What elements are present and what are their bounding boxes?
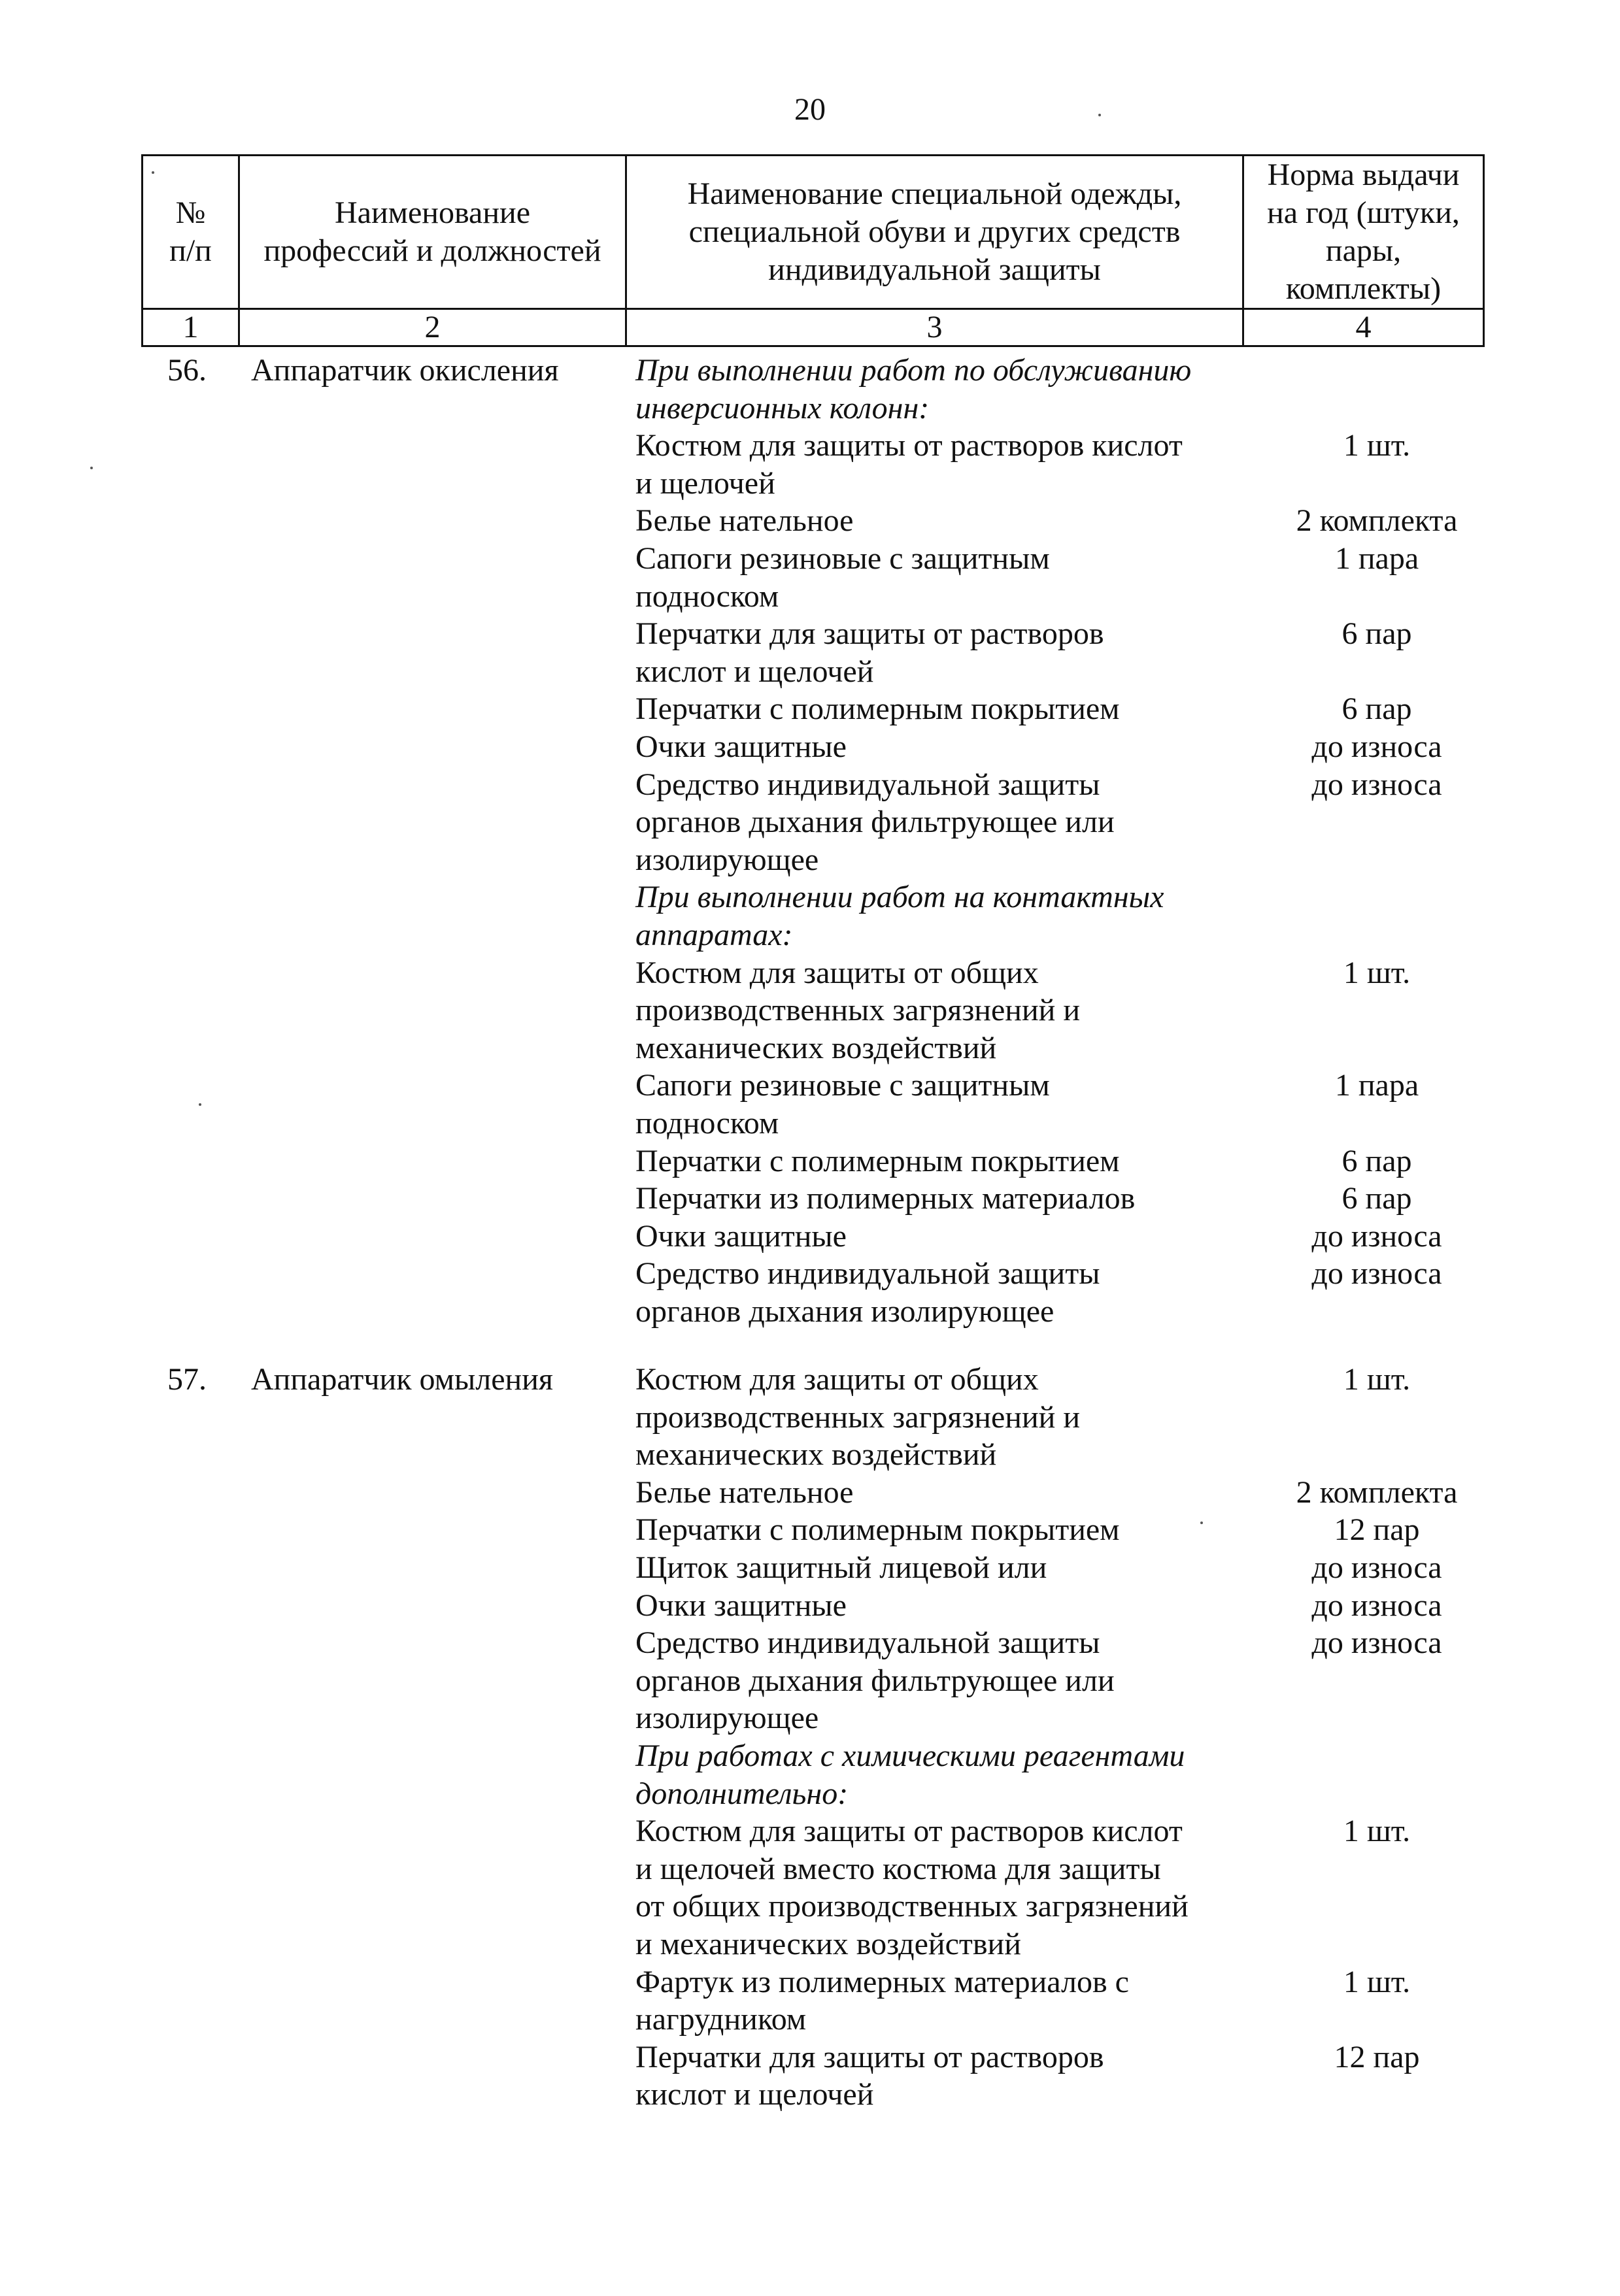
issue-norm: 2 комплекта bbox=[1296, 1474, 1458, 1510]
equipment-line: подноском bbox=[635, 1106, 779, 1140]
equipment-line: от общих производственных загрязнений bbox=[635, 1889, 1189, 1924]
equipment-line: Костюм для защиты от общих bbox=[635, 955, 1039, 990]
header-col-norm bbox=[1243, 156, 1484, 309]
header-col-number bbox=[143, 156, 239, 309]
scan-speck bbox=[152, 171, 154, 174]
header-line: индивидуальной защиты bbox=[768, 252, 1101, 287]
section-note-line: дополнительно: bbox=[635, 1776, 849, 1811]
issue-norm: 1 шт. bbox=[1343, 955, 1411, 990]
header-line: п/п bbox=[169, 233, 212, 268]
issue-norm: 1 пара bbox=[1334, 541, 1419, 576]
header-line: № bbox=[175, 195, 206, 230]
equipment-line: Костюм для защиты от растворов кислот bbox=[635, 1814, 1183, 1849]
issue-norm: до износа bbox=[1311, 1550, 1442, 1585]
header-line: Наименование специальной одежды, bbox=[687, 176, 1182, 211]
column-number-2: 2 bbox=[239, 309, 626, 346]
equipment-line: Очки защитные bbox=[635, 1588, 847, 1623]
entry-number: 56. bbox=[167, 353, 207, 388]
header-line: Наименование bbox=[334, 195, 531, 230]
header-line: Норма выдачи bbox=[1267, 158, 1460, 192]
equipment-line: Перчатки с полимерным покрытием bbox=[635, 1143, 1120, 1178]
equipment-line: подноском bbox=[635, 578, 779, 614]
equipment-line: органов дыхания фильтрующее или bbox=[635, 805, 1115, 840]
equipment-line: и щелочей bbox=[635, 465, 775, 501]
issue-norm: 1 шт. bbox=[1343, 1814, 1411, 1849]
table-header bbox=[141, 154, 1485, 347]
header-line: комплекты) bbox=[1285, 271, 1442, 306]
equipment-line: Перчатки с полимерным покрытием bbox=[635, 691, 1120, 727]
equipment-line: механических воздействий bbox=[635, 1437, 997, 1472]
equipment-line: кислот и щелочей bbox=[635, 654, 874, 689]
equipment-line: Очки защитные bbox=[635, 729, 847, 764]
issue-norm: до износа bbox=[1311, 1218, 1442, 1254]
equipment-line: нагрудником bbox=[635, 2002, 807, 2037]
issue-norm: 12 пар bbox=[1334, 2039, 1420, 2074]
equipment-line: производственных загрязнений и bbox=[635, 993, 1081, 1028]
equipment-line: Средство индивидуальной защиты bbox=[635, 767, 1100, 802]
equipment-line: Костюм для защиты от общих bbox=[635, 1362, 1039, 1397]
scan-speck bbox=[199, 1103, 201, 1106]
header-line: профессий и должностей bbox=[263, 233, 601, 268]
section-note-line: При работах с химическими реагентами bbox=[635, 1739, 1185, 1773]
column-number-4: 4 bbox=[1243, 309, 1484, 346]
header-line: на год (штуки, bbox=[1267, 195, 1460, 230]
equipment-line: Перчатки для защиты от растворов bbox=[635, 2039, 1104, 2074]
header-line: пары, bbox=[1325, 233, 1402, 268]
equipment-line: Костюм для защиты от растворов кислот bbox=[635, 428, 1183, 463]
issue-norm: 2 комплекта bbox=[1296, 503, 1458, 539]
equipment-line: Перчатки с полимерным покрытием bbox=[635, 1512, 1120, 1548]
equipment-line: изолирующее bbox=[635, 1701, 819, 1736]
entry-number: 57. bbox=[167, 1362, 207, 1397]
issue-norm: 1 шт. bbox=[1343, 428, 1411, 463]
equipment-line: Перчатки из полимерных материалов bbox=[635, 1181, 1136, 1216]
equipment-line: Фартук из полимерных материалов с bbox=[635, 1964, 1129, 1999]
issue-norm: до износа bbox=[1311, 1625, 1442, 1661]
equipment-line: производственных загрязнений и bbox=[635, 1399, 1081, 1435]
equipment-line: Средство индивидуальной защиты bbox=[635, 1625, 1100, 1661]
equipment-line: органов дыхания фильтрующее или bbox=[635, 1663, 1115, 1698]
issue-norm: 6 пар bbox=[1342, 1181, 1412, 1216]
equipment-line: кислот и щелочей bbox=[635, 2077, 874, 2112]
equipment-line: и механических воздействий bbox=[635, 1927, 1021, 1961]
issue-norm: до износа bbox=[1311, 767, 1442, 802]
issue-norm: до износа bbox=[1311, 1256, 1442, 1291]
equipment-line: Щиток защитный лицевой или bbox=[635, 1550, 1047, 1585]
equipment-line: органов дыхания изолирующее bbox=[635, 1294, 1055, 1329]
issue-norm: 1 пара bbox=[1334, 1068, 1419, 1103]
column-number-1: 1 bbox=[143, 309, 239, 346]
section-note-line: При выполнении работ по обслуживанию bbox=[635, 353, 1192, 388]
equipment-line: механических воздействий bbox=[635, 1030, 997, 1065]
issue-norm: 6 пар bbox=[1342, 616, 1412, 652]
issue-norm: 6 пар bbox=[1342, 691, 1412, 727]
equipment-line: Сапоги резиновые с защитным bbox=[635, 541, 1050, 576]
equipment-line: Перчатки для защиты от растворов bbox=[635, 616, 1104, 652]
scan-speck bbox=[1200, 1522, 1203, 1524]
issue-norm: 1 шт. bbox=[1343, 1362, 1411, 1397]
issue-norm: до износа bbox=[1311, 729, 1442, 764]
header-col-equipment bbox=[626, 156, 1243, 309]
issue-norm: 12 пар bbox=[1334, 1512, 1420, 1548]
equipment-line: Сапоги резиновые с защитным bbox=[635, 1068, 1050, 1103]
equipment-line: Белье нательное bbox=[635, 503, 854, 539]
section-note-line: При выполнении работ на контактных bbox=[635, 880, 1164, 915]
profession-name: Аппаратчик окисления bbox=[251, 353, 559, 388]
page-number: 20 bbox=[794, 92, 826, 127]
issue-norm: до износа bbox=[1311, 1588, 1442, 1623]
profession-name: Аппаратчик омыления bbox=[251, 1362, 553, 1397]
scan-speck bbox=[90, 467, 93, 469]
equipment-line: Белье нательное bbox=[635, 1474, 854, 1510]
section-note-line: аппаратах: bbox=[635, 918, 793, 952]
equipment-line: и щелочей вместо костюма для защиты bbox=[635, 1851, 1161, 1886]
issue-norm: 1 шт. bbox=[1343, 1964, 1411, 1999]
equipment-line: Средство индивидуальной защиты bbox=[635, 1256, 1100, 1291]
equipment-line: изолирующее bbox=[635, 842, 819, 877]
column-number-3: 3 bbox=[626, 309, 1243, 346]
section-note-line: инверсионных колонн: bbox=[635, 390, 930, 425]
header-col-profession bbox=[239, 156, 626, 309]
scan-speck bbox=[1098, 114, 1101, 116]
equipment-line: Очки защитные bbox=[635, 1218, 847, 1254]
issue-norm: 6 пар bbox=[1342, 1143, 1412, 1178]
header-line: специальной обуви и других средств bbox=[688, 214, 1181, 249]
